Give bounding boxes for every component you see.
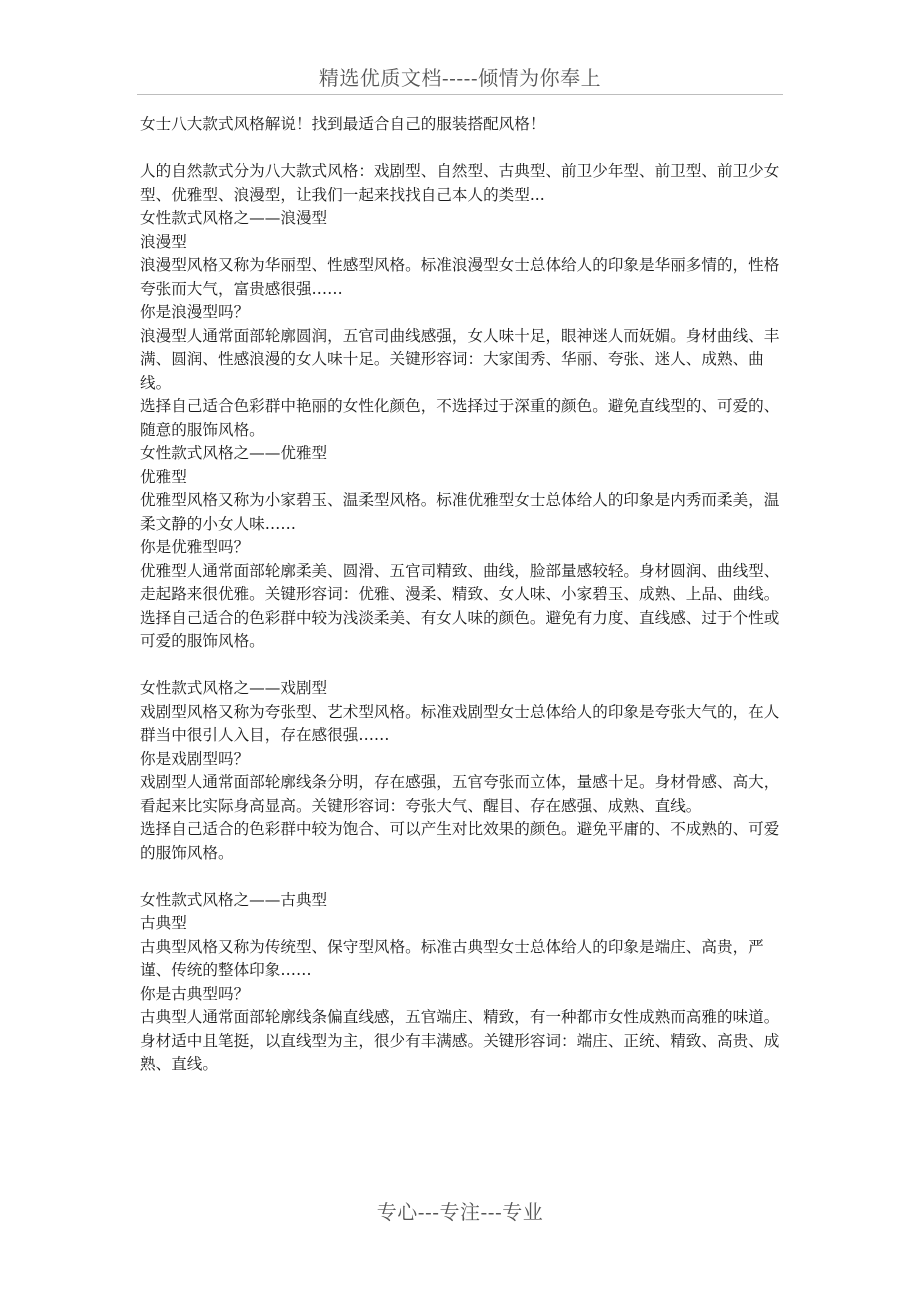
section-features: 优雅型人通常面部轮廓柔美、圆滑、五官司精致、曲线，脸部量感较轻。身材圆润、曲线型、走起路来很优雅。关键形容词：优雅、漫柔、精致、女人味、小家碧玉、成熟、上品、曲线。: [140, 561, 780, 603]
section-type-label: 古典型: [140, 914, 187, 932]
document-body: [140, 113, 785, 1077]
section-type-label: 优雅型: [140, 467, 187, 486]
section-heading: 女性款式风格之——古典型: [140, 890, 328, 909]
header-divider: [137, 94, 783, 95]
section-heading: 女性款式风格之——浪漫型: [140, 209, 328, 227]
section-question: 你是戏剧型吗？: [140, 749, 250, 768]
section-question: 你是优雅型吗？: [140, 538, 250, 556]
blank-line: [140, 654, 785, 678]
section-description: 古典型风格又称为传统型、保守型风格。标准古典型女士总体给人的印象是端庄、高贵，严谨、传统的整体印象……: [140, 937, 764, 979]
page-footer: 专心---专注---专业: [376, 1200, 544, 1224]
section-description: 浪漫型风格又称为华丽型、性感型风格。标准浪漫型女士总体给人的印象是华丽多情的，性格夸张而大气，富贵感很强……: [140, 256, 780, 298]
section-features: 戏剧型人通常面部轮廓线条分明，存在感强，五官夸张而立体，量感十足。身材骨感、高大，看起来比实际身高显高。关键形容词：夸张大气、醒目、存在感强、成熟、直线。: [140, 773, 780, 815]
section-heading: 女性款式风格之——戏剧型: [140, 679, 328, 697]
section-description: 戏剧型风格又称为夸张型、艺术型风格。标准戏剧型女士总体给人的印象是夸张大气的，在人群当中很引人入目，存在感很强……: [140, 702, 780, 744]
blank-line: [140, 865, 785, 889]
section-type-label: 浪漫型: [140, 232, 187, 251]
section-advice: 选择自己适合的色彩群中较为浅淡柔美、有女人味的颜色。避免有力度、直线感、过于个性或可爱的服饰风格。: [140, 608, 780, 650]
section-advice: 选择自己适合的色彩群中较为饱合、可以产生对比效果的颜色。避免平庸的、不成熟的、可爱的服饰风格。: [140, 820, 780, 862]
document-title: 女士八大款式风格解说！找到最适合自己的服装搭配风格！: [140, 115, 546, 133]
section-features: 古典型人通常面部轮廓线条偏直线感，五官端庄、精致，有一种都市女性成熟而高雅的味道。身材适中且笔挺，以直线型为主，很少有丰满感。关键形容词：端庄、正统、精致、高贵、成熟、直线。: [140, 1008, 780, 1073]
blank-line: [140, 137, 785, 161]
page-header: 精选优质文档-----倾情为你奉上: [318, 66, 602, 90]
section-advice: 选择自己适合色彩群中艳丽的女性化颜色，不选择过于深重的颜色。避免直线型的、可爱的、随意的服饰风格。: [140, 397, 780, 439]
section-description: 优雅型风格又称为小家碧玉、温柔型风格。标准优雅型女士总体给人的印象是内秀而柔美，温柔文静的小女人味……: [140, 491, 780, 533]
section-question: 你是古典型吗？: [140, 984, 250, 1003]
intro-paragraph: 人的自然款式分为八大款式风格：戏剧型、自然型、古典型、前卫少年型、前卫型、前卫少女型、优雅型、浪漫型，让我们一起来找找自己本人的类型...: [140, 162, 780, 204]
section-question: 你是浪漫型吗？: [140, 303, 250, 321]
section-features: 浪漫型人通常面部轮廓圆润，五官司曲线感强，女人味十足，眼神迷人而妩媚。身材曲线、丰满、圆润、性感浪漫的女人味十足。关键形容词：大家闺秀、华丽、夸张、迷人、成熟、曲线。: [140, 326, 780, 392]
section-heading: 女性款式风格之——优雅型: [140, 444, 328, 462]
